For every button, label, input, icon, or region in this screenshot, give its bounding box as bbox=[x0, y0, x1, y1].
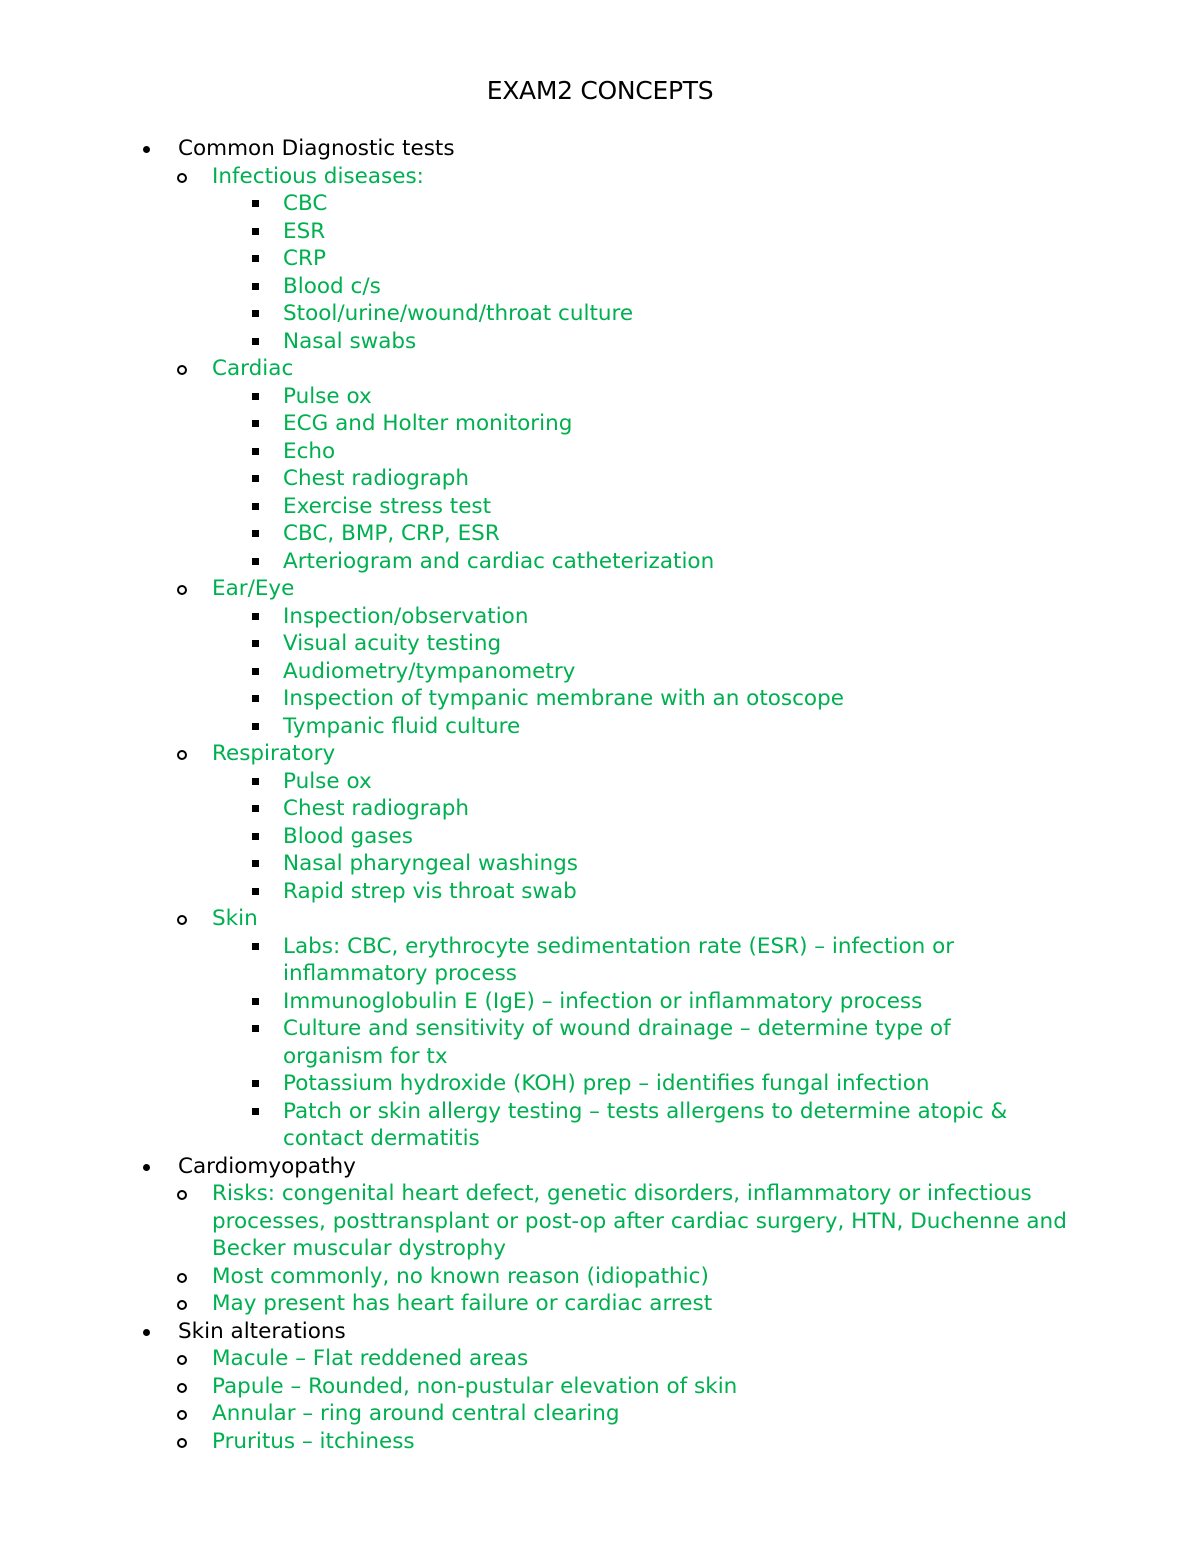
filled-square-bullet-icon bbox=[252, 998, 259, 1005]
list-item bbox=[0, 1373, 1200, 1401]
hollow-circle-bullet-icon bbox=[177, 585, 187, 595]
filled-square-bullet-icon bbox=[252, 558, 259, 565]
hollow-circle-bullet-icon bbox=[177, 173, 187, 183]
hollow-circle-bullet-icon bbox=[177, 1355, 187, 1365]
list-item bbox=[0, 685, 1200, 713]
list-item-text: Immunoglobulin E (IgE) – infection or inflammatory process bbox=[283, 988, 923, 1014]
list-item-text: Most commonly, no known reason (idiopathic) bbox=[212, 1263, 709, 1289]
hollow-circle-bullet-icon bbox=[177, 1383, 187, 1393]
list-item bbox=[0, 988, 1200, 1016]
list-item-text: Annular – ring around central clearing bbox=[212, 1401, 620, 1426]
list-item-text: Patch or skin allergy testing – tests allergens to determine atopic & contact dermatitis bbox=[283, 1098, 1008, 1151]
list-item-text: Echo bbox=[283, 438, 336, 464]
list-item-skin bbox=[0, 905, 1200, 933]
list-item bbox=[0, 218, 1200, 246]
filled-square-bullet-icon bbox=[252, 695, 259, 702]
list-item bbox=[0, 795, 1200, 823]
list-item-text: Stool/urine/wound/throat culture bbox=[283, 301, 634, 326]
list-item bbox=[0, 190, 1200, 218]
list-item bbox=[0, 768, 1200, 796]
list-item-text: ECG and Holter monitoring bbox=[283, 411, 573, 436]
hollow-circle-bullet-icon bbox=[177, 365, 187, 375]
list-item bbox=[0, 438, 1200, 466]
filled-square-bullet-icon bbox=[252, 1080, 259, 1087]
hollow-circle-bullet-icon bbox=[177, 915, 187, 925]
list-item-infectious-diseases bbox=[0, 163, 1200, 191]
filled-square-bullet-icon bbox=[252, 1108, 259, 1115]
list-item bbox=[0, 1070, 1200, 1098]
list-item-label: Common Diagnostic tests bbox=[178, 136, 455, 161]
list-item-ear-eye bbox=[0, 575, 1200, 603]
list-item-cardiac bbox=[0, 355, 1200, 383]
hollow-circle-bullet-icon bbox=[177, 1190, 187, 1200]
list-item-label: Respiratory bbox=[212, 741, 336, 766]
list-item-text: Labs: CBC, erythrocyte sedimentation rate (ESR) – infection or inflammatory process bbox=[283, 933, 955, 986]
filled-circle-bullet-icon bbox=[143, 1164, 150, 1171]
hollow-circle-bullet-icon bbox=[177, 1410, 187, 1420]
list-item-text: Macule – Flat reddened areas bbox=[212, 1346, 529, 1371]
list-item-text: Tympanic fluid culture bbox=[283, 713, 521, 739]
list-item bbox=[0, 1428, 1200, 1456]
list-item-text: Pulse ox bbox=[283, 768, 372, 794]
filled-square-bullet-icon bbox=[252, 503, 259, 510]
list-item-text: Inspection of tympanic membrane with an otoscope bbox=[283, 686, 844, 711]
hollow-circle-bullet-icon bbox=[177, 1273, 187, 1283]
filled-square-bullet-icon bbox=[252, 338, 259, 345]
list-item-skin-alterations bbox=[0, 1318, 1200, 1346]
list-item bbox=[0, 1400, 1200, 1428]
list-item-label: Cardiac bbox=[212, 356, 294, 381]
list-item-text: Exercise stress test bbox=[283, 493, 492, 519]
filled-square-bullet-icon bbox=[252, 1025, 259, 1032]
filled-circle-bullet-icon bbox=[143, 146, 150, 153]
list-item-respiratory bbox=[0, 740, 1200, 768]
list-item-common-diagnostic-tests bbox=[0, 135, 1200, 163]
list-item-text: Culture and sensitivity of wound drainage – determine type of organism for tx bbox=[283, 1016, 951, 1069]
filled-circle-bullet-icon bbox=[143, 1329, 150, 1336]
filled-square-bullet-icon bbox=[252, 530, 259, 537]
list-item-text: Rapid strep vis throat swab bbox=[283, 878, 577, 904]
hollow-circle-bullet-icon bbox=[177, 750, 187, 760]
list-item-label: Ear/Eye bbox=[212, 576, 295, 601]
filled-square-bullet-icon bbox=[252, 888, 259, 895]
filled-square-bullet-icon bbox=[252, 668, 259, 675]
list-item bbox=[0, 933, 1200, 988]
filled-square-bullet-icon bbox=[252, 393, 259, 400]
hollow-circle-bullet-icon bbox=[177, 1438, 187, 1448]
list-item bbox=[0, 383, 1200, 411]
list-item bbox=[0, 300, 1200, 328]
filled-square-bullet-icon bbox=[252, 640, 259, 647]
list-item-cardiomyopathy bbox=[0, 1153, 1200, 1181]
list-item bbox=[0, 658, 1200, 686]
filled-square-bullet-icon bbox=[252, 833, 259, 840]
filled-square-bullet-icon bbox=[252, 420, 259, 427]
filled-square-bullet-icon bbox=[252, 723, 259, 730]
list-item-label: Skin alterations bbox=[178, 1318, 346, 1344]
list-item bbox=[0, 850, 1200, 878]
cardiomyopathy-list bbox=[0, 1180, 1200, 1318]
outline bbox=[0, 135, 1200, 1455]
filled-square-bullet-icon bbox=[252, 228, 259, 235]
filled-square-bullet-icon bbox=[252, 778, 259, 785]
filled-square-bullet-icon bbox=[252, 255, 259, 262]
list-item bbox=[0, 1290, 1200, 1318]
list-item-text: CRP bbox=[283, 246, 326, 271]
list-item bbox=[0, 823, 1200, 851]
list-item-text: Blood c/s bbox=[283, 273, 381, 299]
list-item-text: Inspection/observation bbox=[283, 603, 529, 629]
filled-square-bullet-icon bbox=[252, 283, 259, 290]
filled-square-bullet-icon bbox=[252, 475, 259, 482]
list-item-text: Pulse ox bbox=[283, 383, 372, 409]
list-item-text: Arteriogram and cardiac catheterization bbox=[283, 548, 715, 574]
list-item-label: Cardiomyopathy bbox=[178, 1153, 356, 1179]
list-item bbox=[0, 328, 1200, 356]
list-item bbox=[0, 273, 1200, 301]
list-item bbox=[0, 493, 1200, 521]
filled-square-bullet-icon bbox=[252, 613, 259, 620]
list-item bbox=[0, 630, 1200, 658]
list-item-text: Papule – Rounded, non-pustular elevation of skin bbox=[212, 1373, 738, 1399]
list-item bbox=[0, 548, 1200, 576]
list-item-text: Blood gases bbox=[283, 823, 413, 849]
list-item bbox=[0, 410, 1200, 438]
list-item bbox=[0, 878, 1200, 906]
list-item-text: Chest radiograph bbox=[283, 466, 470, 491]
list-item bbox=[0, 465, 1200, 493]
list-item-label: Skin bbox=[212, 906, 258, 931]
list-item-text: Pruritus – itchiness bbox=[212, 1428, 415, 1454]
list-item-text: Potassium hydroxide (KOH) prep – identifies fungal infection bbox=[283, 1071, 930, 1096]
list-item-text: May present has heart failure or cardiac arrest bbox=[212, 1291, 713, 1316]
list-item bbox=[0, 1263, 1200, 1291]
filled-square-bullet-icon bbox=[252, 310, 259, 317]
skin-tests-list bbox=[0, 933, 1200, 1153]
list-item bbox=[0, 245, 1200, 273]
filled-square-bullet-icon bbox=[252, 805, 259, 812]
list-item-text: Visual acuity testing bbox=[283, 631, 502, 656]
list-item-text: Nasal pharyngeal washings bbox=[283, 851, 578, 876]
list-item-text: CBC, BMP, CRP, ESR bbox=[283, 521, 500, 546]
filled-square-bullet-icon bbox=[252, 200, 259, 207]
list-item bbox=[0, 1098, 1200, 1153]
list-item-text: Risks: congenital heart defect, genetic disorders, inflammatory or infectious processes, posttransplant or post-op after cardiac surgery, HTN, Duchenne and Becker muscular dystrophy bbox=[212, 1181, 1067, 1261]
list-item-text: ESR bbox=[283, 218, 326, 244]
list-item-text: Audiometry/tympanometry bbox=[283, 658, 576, 684]
list-item bbox=[0, 1015, 1200, 1070]
list-item bbox=[0, 520, 1200, 548]
hollow-circle-bullet-icon bbox=[177, 1300, 187, 1310]
list-item bbox=[0, 603, 1200, 631]
list-item-label: Infectious diseases: bbox=[212, 163, 424, 189]
list-item-text: CBC bbox=[283, 191, 328, 216]
list-item bbox=[0, 1345, 1200, 1373]
page-title: EXAM2 CONCEPTS bbox=[486, 76, 714, 105]
list-item bbox=[0, 713, 1200, 741]
list-item-text: Chest radiograph bbox=[283, 796, 470, 821]
list-item-text: Nasal swabs bbox=[283, 328, 417, 354]
list-item bbox=[0, 1180, 1200, 1263]
filled-square-bullet-icon bbox=[252, 448, 259, 455]
filled-square-bullet-icon bbox=[252, 943, 259, 950]
filled-square-bullet-icon bbox=[252, 860, 259, 867]
